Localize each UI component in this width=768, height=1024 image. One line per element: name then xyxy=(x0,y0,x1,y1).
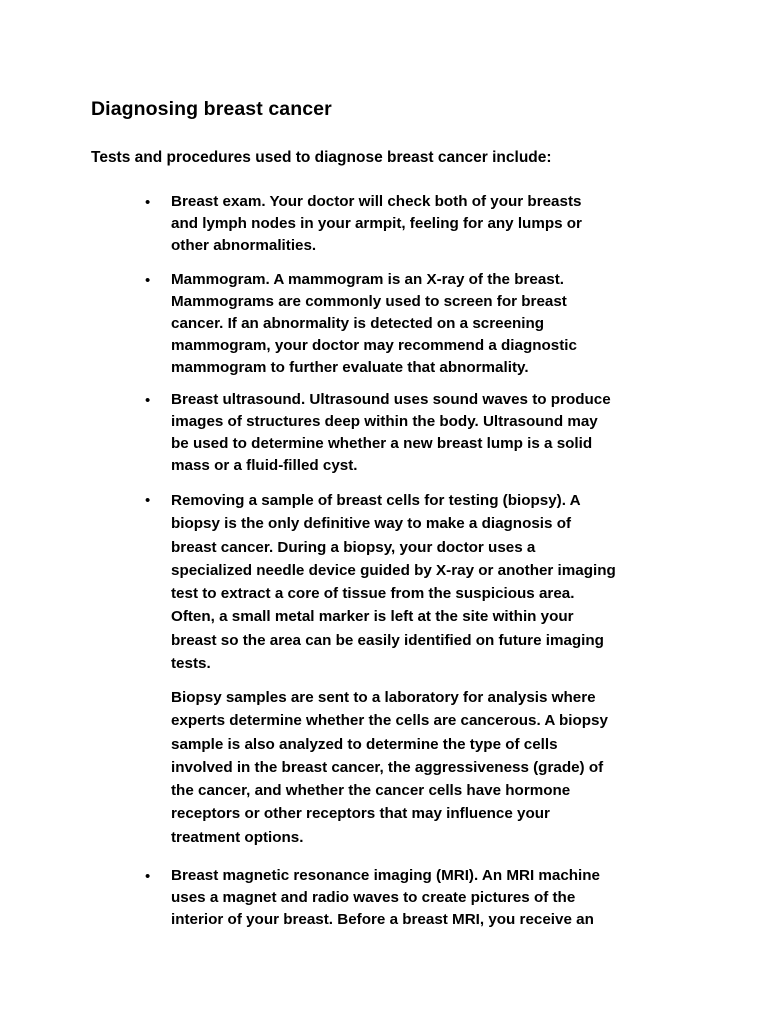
intro-paragraph: Tests and procedures used to diagnose breast cancer include: xyxy=(91,149,552,166)
text-line: sample is also analyzed to determine the type of cells xyxy=(171,735,558,753)
text-line: biopsy is the only definitive way to make a diagnosis of xyxy=(171,515,572,533)
list-item-text xyxy=(171,489,691,675)
text-line: cancer. If an abnormality is detected on a screening xyxy=(171,315,545,332)
text-line: Biopsy samples are sent to a laboratory for analysis where xyxy=(171,689,596,706)
bullet-icon: • xyxy=(145,194,151,211)
text-line: be used to determine whether a new breast lump is a solid xyxy=(171,435,593,452)
list-item-continuation xyxy=(171,686,691,849)
list-item-text xyxy=(171,191,691,257)
text-line: specialized needle device guided by X-ray or another imaging xyxy=(171,561,616,579)
text-line: images of structures deep within the body. Ultrasound may xyxy=(171,413,598,430)
text-line: the cancer, and whether the cancer cells have hormone xyxy=(171,782,571,800)
text-line: treatment options. xyxy=(171,828,304,846)
list-item-text xyxy=(171,269,691,379)
text-line: tests. xyxy=(171,655,211,673)
text-line: interior of your breast. Before a breast MRI, you receive an xyxy=(171,911,594,928)
text-line: Breast exam. Your doctor will check both of your breasts xyxy=(171,193,582,210)
text-line: mass or a fluid-filled cyst. xyxy=(171,457,358,474)
list-item-text xyxy=(171,389,691,477)
text-line: breast so the area can be easily identified on future imaging xyxy=(171,631,604,649)
text-line: and lymph nodes in your armpit, feeling for any lumps or xyxy=(171,215,582,232)
text-line: Removing a sample of breast cells for testing (biopsy). A xyxy=(171,492,581,509)
text-line: mammogram to further evaluate that abnormality. xyxy=(171,359,529,376)
text-line: uses a magnet and radio waves to create pictures of the xyxy=(171,889,576,906)
bullet-icon: • xyxy=(145,868,151,885)
text-line: Often, a small metal marker is left at the site within your xyxy=(171,608,574,626)
list-item-text xyxy=(171,865,691,931)
bullet-icon: • xyxy=(145,392,151,409)
text-line: Breast magnetic resonance imaging (MRI). An MRI machine xyxy=(171,867,600,884)
text-line: breast cancer. During a biopsy, your doctor uses a xyxy=(171,538,536,556)
text-line: Mammogram. A mammogram is an X-ray of the breast. xyxy=(171,271,565,288)
text-line: receptors or other receptors that may influence your xyxy=(171,805,550,823)
bullet-icon: • xyxy=(145,272,151,289)
text-line: experts determine whether the cells are cancerous. A biopsy xyxy=(171,712,608,730)
page-title: Diagnosing breast cancer xyxy=(91,98,332,120)
text-line: Breast ultrasound. Ultrasound uses sound waves to produce xyxy=(171,391,611,408)
text-line: Mammograms are commonly used to screen for breast xyxy=(171,293,567,310)
text-line: test to extract a core of tissue from the suspicious area. xyxy=(171,585,575,603)
text-line: involved in the breast cancer, the aggressiveness (grade) of xyxy=(171,758,604,776)
bullet-icon: • xyxy=(145,492,151,509)
text-line: other abnormalities. xyxy=(171,237,317,254)
text-line: mammogram, your doctor may recommend a diagnostic xyxy=(171,337,577,354)
